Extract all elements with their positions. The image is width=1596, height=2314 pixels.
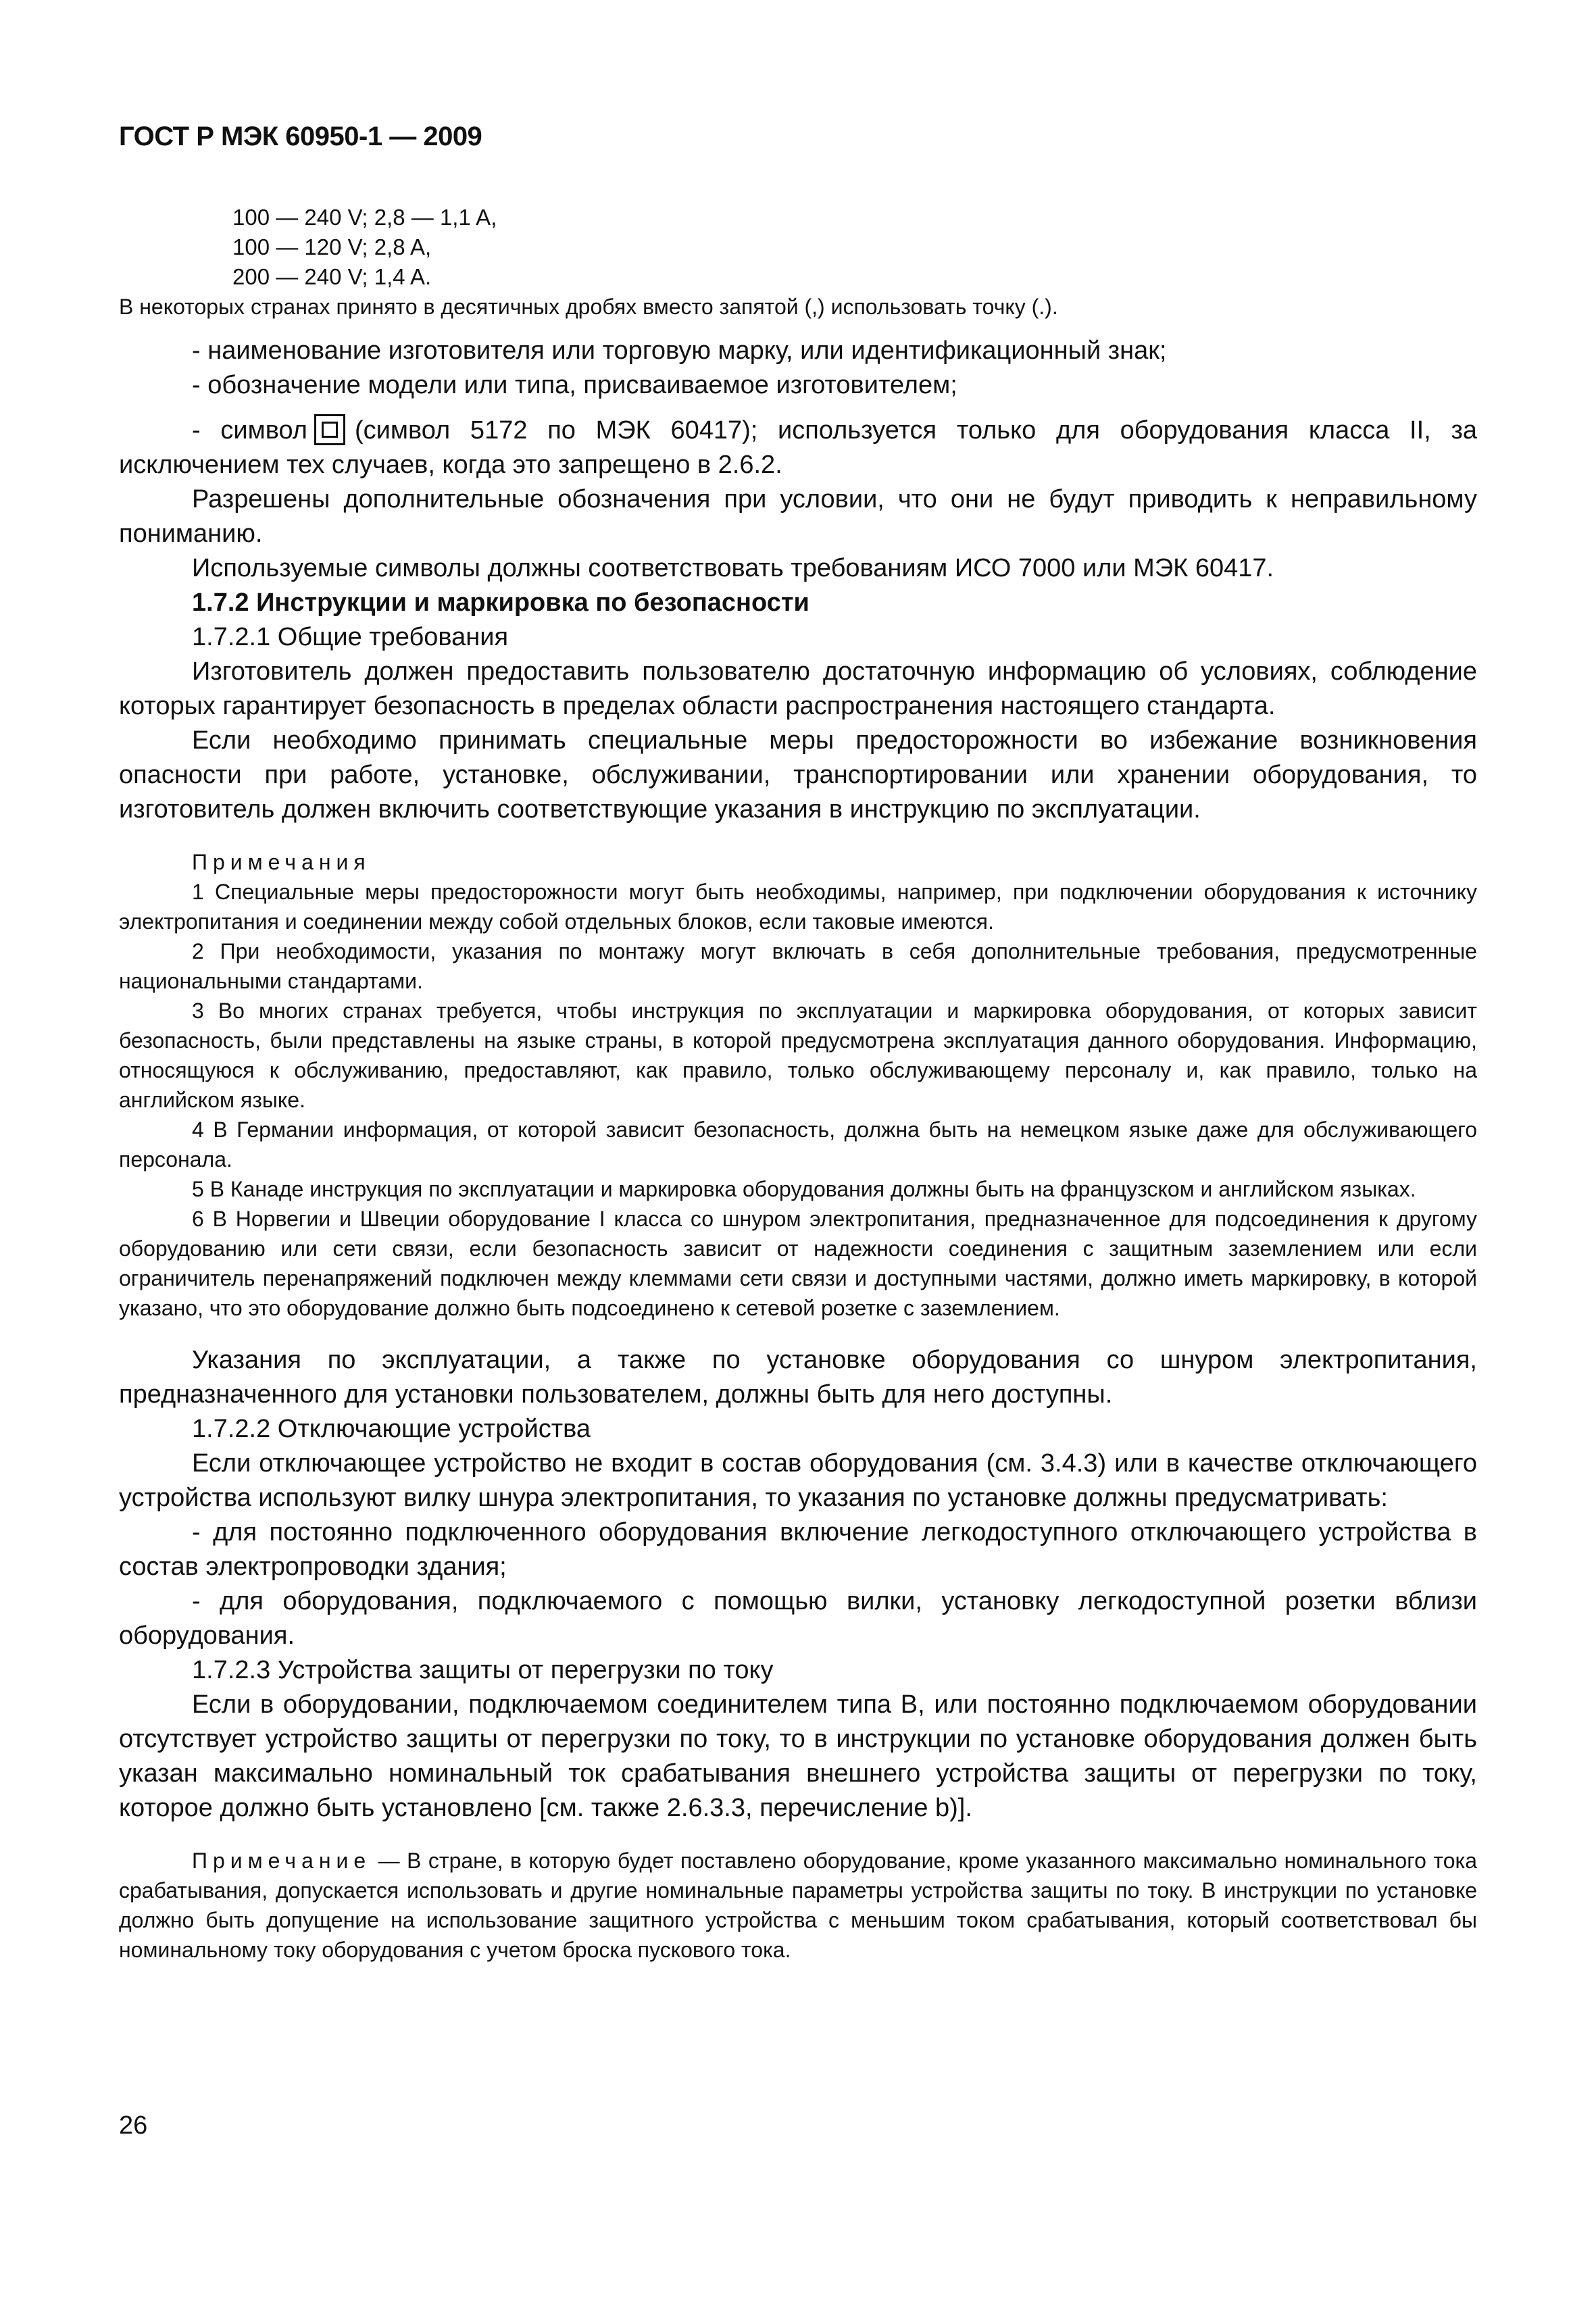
paragraph: Разрешены дополнительные обозначения при условии, что они не будут приводить к неправильному пониманию.	[119, 485, 1477, 548]
document-header: ГОСТ Р МЭК 60950-1 — 2009	[119, 122, 482, 151]
final-note-text: — В стране, в которую будет поставлено оборудование, кроме указанного максимально номинального тока срабатывания, допускается использовать и другие номинальные параметры устройства защиты по току. В инструкции по установке должно быть допущение на использование защитного устройства с меньшим током срабатывания, который соответствовал бы номинальному току оборудования с учетом броска пускового тока.	[119, 1848, 1477, 1962]
subsection-heading: 1.7.2.2 Отключающие устройства	[192, 1415, 591, 1443]
list-item: - для постоянно подключенного оборудования включение легкодоступного отключающего устройства в состав электропроводки здания;	[119, 1518, 1477, 1581]
paragraph: Указания по эксплуатации, а также по установке оборудования со шнуром электропитания, предназначенного для установки пользователем, должны быть для него доступны.	[119, 1346, 1477, 1409]
paragraph: Если необходимо принимать специальные меры предосторожности во избежание возникновения опасности при работе, установке, обслуживании, транспортировании или хранении оборудования, то изготовитель должен включить соответствующие указания в инструкцию по эксплуатации.	[119, 726, 1477, 824]
paragraph: Используемые символы должны соответствовать требованиям ИСО 7000 или МЭК 60417.	[192, 554, 1274, 582]
rating-examples	[119, 203, 1477, 292]
paragraph: Изготовитель должен предоставить пользователю достаточную информацию об условиях, соблюдение которых гарантирует безопасность в пределах области распространения настоящего стандарта.	[119, 657, 1477, 720]
paragraph: Если отключающее устройство не входит в состав оборудования (см. 3.4.3) или в качестве отключающего устройства используют вилку шнура электропитания, то указания по установке должны предусматривать:	[119, 1449, 1477, 1512]
note-item: 2 При необходимости, указания по монтажу могут включать в себя дополнительные требования, предусмотренные национальными стандартами.	[119, 939, 1477, 993]
class-ii-double-square-icon	[314, 414, 345, 445]
note-item: 5 В Канаде инструкция по эксплуатации и маркировка оборудования должны быть на французском и английском языках.	[192, 1177, 1416, 1201]
subsection-heading: 1.7.2.3 Устройства защиты от перегрузки по току	[192, 1656, 774, 1684]
list-item: - обозначение модели или типа, присваиваемое изготовителем;	[192, 371, 957, 399]
note-item: 6 В Норвегии и Швеции оборудование I класса со шнуром электропитания, предназначенное для подсоединения к другому оборудованию или сети связи, если безопасность зависит от надежности соединения с защитным заземлением или если ограничитель перенапряжений подключен между клеммами сети связи и доступными частями, должно иметь маркировку, в которой указано, что это оборудование должно быть подсоединено к сетевой розетке с заземлением.	[119, 1207, 1477, 1320]
paragraph: Если в оборудовании, подключаемом соединителем типа B, или постоянно подключаемом оборудовании отсутствует устройство защиты от перегрузки по току, то в инструкции по установке оборудования должен быть указан максимально номинальный ток срабатывания внешнего устройства защиты от перегрузки по току, которое должно быть установлено [см. также 2.6.3.3, перечисление b)].	[119, 1690, 1477, 1822]
subsection-heading: 1.7.2.1 Общие требования	[192, 623, 509, 651]
final-note-label: Примечание	[192, 1848, 372, 1873]
section-heading: 1.7.2 Инструкции и маркировка по безопасности	[192, 588, 809, 617]
rating-line: 200 — 240 V; 1,4 A.	[232, 264, 432, 289]
notes-heading: Примечания	[192, 850, 371, 874]
symbol-description: (символ 5172 по МЭК 60417); используется только для оборудования класса II, за исключением тех случаев, когда это запрещено в 2.6.2.	[119, 416, 1478, 479]
list-item: - наименование изготовителя или торговую марку, или идентификационный знак;	[192, 336, 1167, 365]
decimal-note: В некоторых странах принято в десятичных дробях вместо запятой (,) использовать точку (.).	[119, 295, 1058, 319]
list-item: - для оборудования, подключаемого с помощью вилки, установку легкодоступной розетки вблизи оборудования.	[119, 1587, 1477, 1650]
final-note	[119, 1846, 1477, 1965]
page-number: 26	[119, 2111, 148, 2140]
symbol-prefix: - символ	[192, 416, 307, 445]
rating-line: 100 — 240 V; 2,8 — 1,1 A,	[232, 205, 497, 230]
symbol-item	[119, 413, 1477, 482]
note-item: 1 Специальные меры предосторожности могут быть необходимы, например, при подключении оборудования к источнику электропитания и соединении между собой отдельных блоков, если таковые имеются.	[119, 880, 1477, 934]
note-item: 3 Во многих странах требуется, чтобы инструкция по эксплуатации и маркировка оборудования, от которых зависит безопасность, были представлены на языке страны, в которой предусмотрена эксплуатация данного оборудования. Информацию, относящуюся к обслуживанию, предоставляют, как правило, только обслуживающему персоналу и, как правило, только на английском языке.	[119, 999, 1477, 1112]
rating-line: 100 — 120 V; 2,8 A,	[232, 234, 432, 259]
note-item: 4 В Германии информация, от которой зависит безопасность, должна быть на немецком языке даже для обслуживающего персонала.	[119, 1117, 1477, 1172]
page-body	[119, 203, 1477, 1965]
